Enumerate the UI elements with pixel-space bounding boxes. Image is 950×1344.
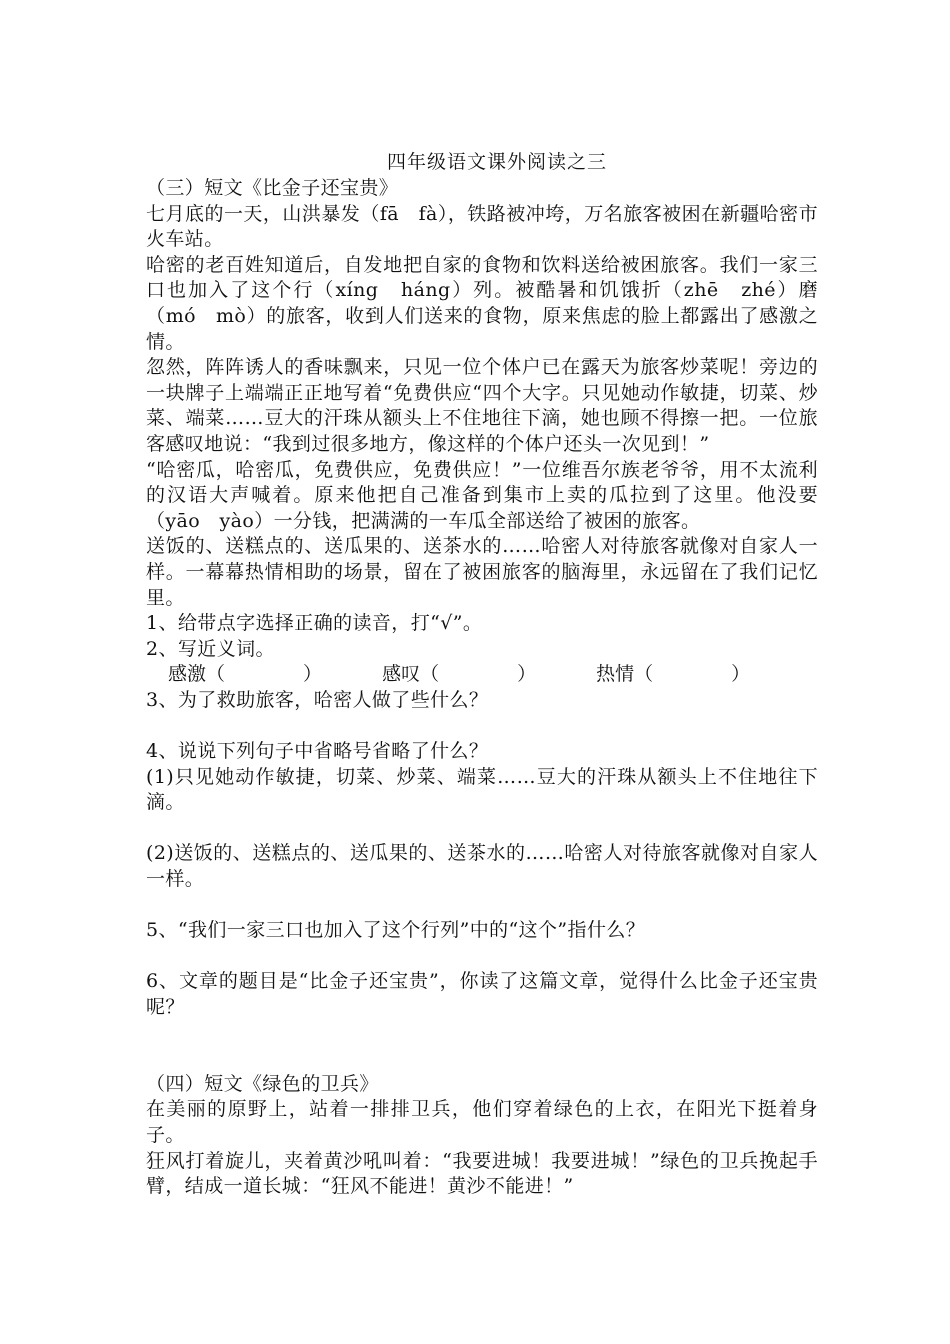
synonym-item [168, 662, 322, 688]
answer-space [146, 1046, 818, 1072]
question-6: 6、文章的题目是“比金子还宝贵”，你读了这篇文章，觉得什么比金子还宝贵呢？ [146, 970, 818, 1018]
section-heading-4: （四）短文《绿色的卫兵》 [146, 1072, 379, 1095]
synonym-word: 热情（ [596, 663, 654, 686]
answer-space [146, 713, 818, 739]
answer-space [146, 944, 818, 970]
passage-paragraph: “哈密瓜，哈密瓜，免费供应，免费供应！”一位维吾尔族老爷爷，用不太流利的汉语大声喊着。原来他把自己准备到集市上卖的瓜拉到了这里。他没要（yāo yào）一分钱，把满满的一车瓜全部送给了被困的旅客。 [146, 458, 818, 532]
passage-paragraph: 忽然，阵阵诱人的香味飘来，只见一位个体户已在露天为旅客炒菜呢！旁边的一块牌子上端端正正地写着“免费供应“四个大字。只见她动作敏捷，切菜、炒菜、端菜……豆大的汗珠从额头上不住地往下滴，她也顾不得擦一把。一位旅客感叹地说：“我到过很多地方，像这样的个体户还头一次见到！” [146, 356, 818, 455]
synonym-item [596, 662, 750, 688]
synonym-close-paren: ） [731, 663, 751, 686]
question-2: 2、写近义词。 [146, 637, 275, 660]
document-page [146, 148, 818, 1200]
passage-paragraph: 哈密的老百姓知道后，自发地把自家的食物和饮料送给被困旅客。我们一家三口也加入了这个行（xíng háng）列。被酷暑和饥饿折（zhē zhé）磨（mó mò）的旅客，收到人们送来的食物，原来焦虑的脸上都露出了感激之情。 [146, 253, 818, 353]
answer-space [146, 893, 818, 919]
section-heading-3: （三）短文《比金子还宝贵》 [146, 177, 399, 199]
synonym-item [382, 662, 536, 688]
answer-space [146, 1021, 818, 1047]
synonym-word: 感激（ [168, 663, 226, 686]
document-title: 四年级语文课外阅读之三 [386, 151, 607, 173]
question-4: 4、说说下列句子中省略号省略了什么？ [146, 740, 489, 763]
passage-paragraph: 送饭的、送糕点的、送瓜果的、送茶水的……哈密人对待旅客就像对自家人一样。一幕幕热情相助的场景，留在了被困旅客的脑海里，永远留在了我们记忆里。 [146, 535, 818, 609]
passage-paragraph: 狂风打着旋儿，夹着黄沙吼叫着：“我要进城！我要进城！”绿色的卫兵挽起手臂，结成一道长城：“狂风不能进！黄沙不能进！” [146, 1149, 818, 1198]
synonym-row [146, 662, 818, 688]
synonym-word: 感叹（ [382, 663, 440, 686]
answer-space [146, 816, 818, 842]
question-4-sentence-2: (2)送饭的、送糕点的、送瓜果的、送茶水的……哈密人对待旅客就像对自家人一样。 [146, 842, 818, 891]
question-3: 3、为了救助旅客，哈密人做了些什么？ [146, 688, 489, 711]
synonym-close-paren: ） [517, 663, 537, 686]
question-5: 5、“我们一家三口也加入了这个行列”中的“这个”指什么？ [146, 919, 646, 942]
question-4-sentence-1: (1)只见她动作敏捷，切菜、炒菜、端菜……豆大的汗珠从额头上不住地往下滴。 [146, 765, 818, 814]
synonym-close-paren: ） [303, 663, 323, 686]
passage-paragraph: 七月底的一天，山洪暴发（fā fà），铁路被冲垮，万名旅客被困在新疆哈密市火车站。 [146, 202, 818, 251]
question-1: 1、给带点字选择正确的读音，打“√”。 [146, 612, 483, 635]
passage-paragraph: 在美丽的原野上，站着一排排卫兵，他们穿着绿色的上衣，在阳光下挺着身子。 [146, 1098, 818, 1146]
